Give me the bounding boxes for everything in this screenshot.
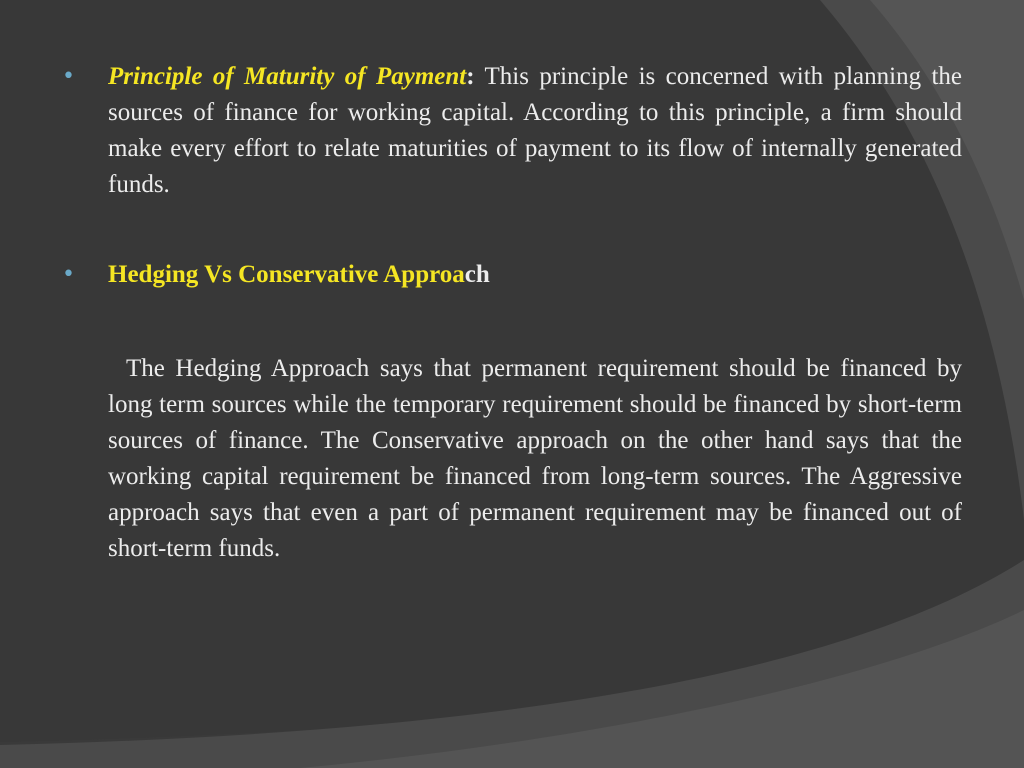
maturity-heading: Principle of Maturity of Payment xyxy=(108,63,467,90)
bullet-icon: • xyxy=(62,262,75,287)
hedging-heading-tail: ch xyxy=(464,261,490,288)
maturity-body: This principle is concerned with planning the sources of finance for working capital. According to this principle, a firm should make every effort to relate maturities of payment to its flow of internally generated funds. xyxy=(108,63,963,198)
hedging-paragraph xyxy=(108,351,962,567)
hedging-heading: Hedging Vs Conservative Approa xyxy=(108,261,465,288)
bullet-icon: • xyxy=(62,64,75,89)
hedging-body: The Hedging Approach says that permanent requirement should be financed by long term sources while the temporary requirement should be financed by short-term sources of finance. The Conservative approach on the other hand says that the working capital requirement be financed from long-term sources. The Aggressive approach says that even a part of permanent requirement may be financed out of short-term funds. xyxy=(108,355,962,562)
hedging-heading-line xyxy=(108,257,962,293)
maturity-paragraph xyxy=(108,59,962,203)
maturity-colon: : xyxy=(466,63,475,90)
